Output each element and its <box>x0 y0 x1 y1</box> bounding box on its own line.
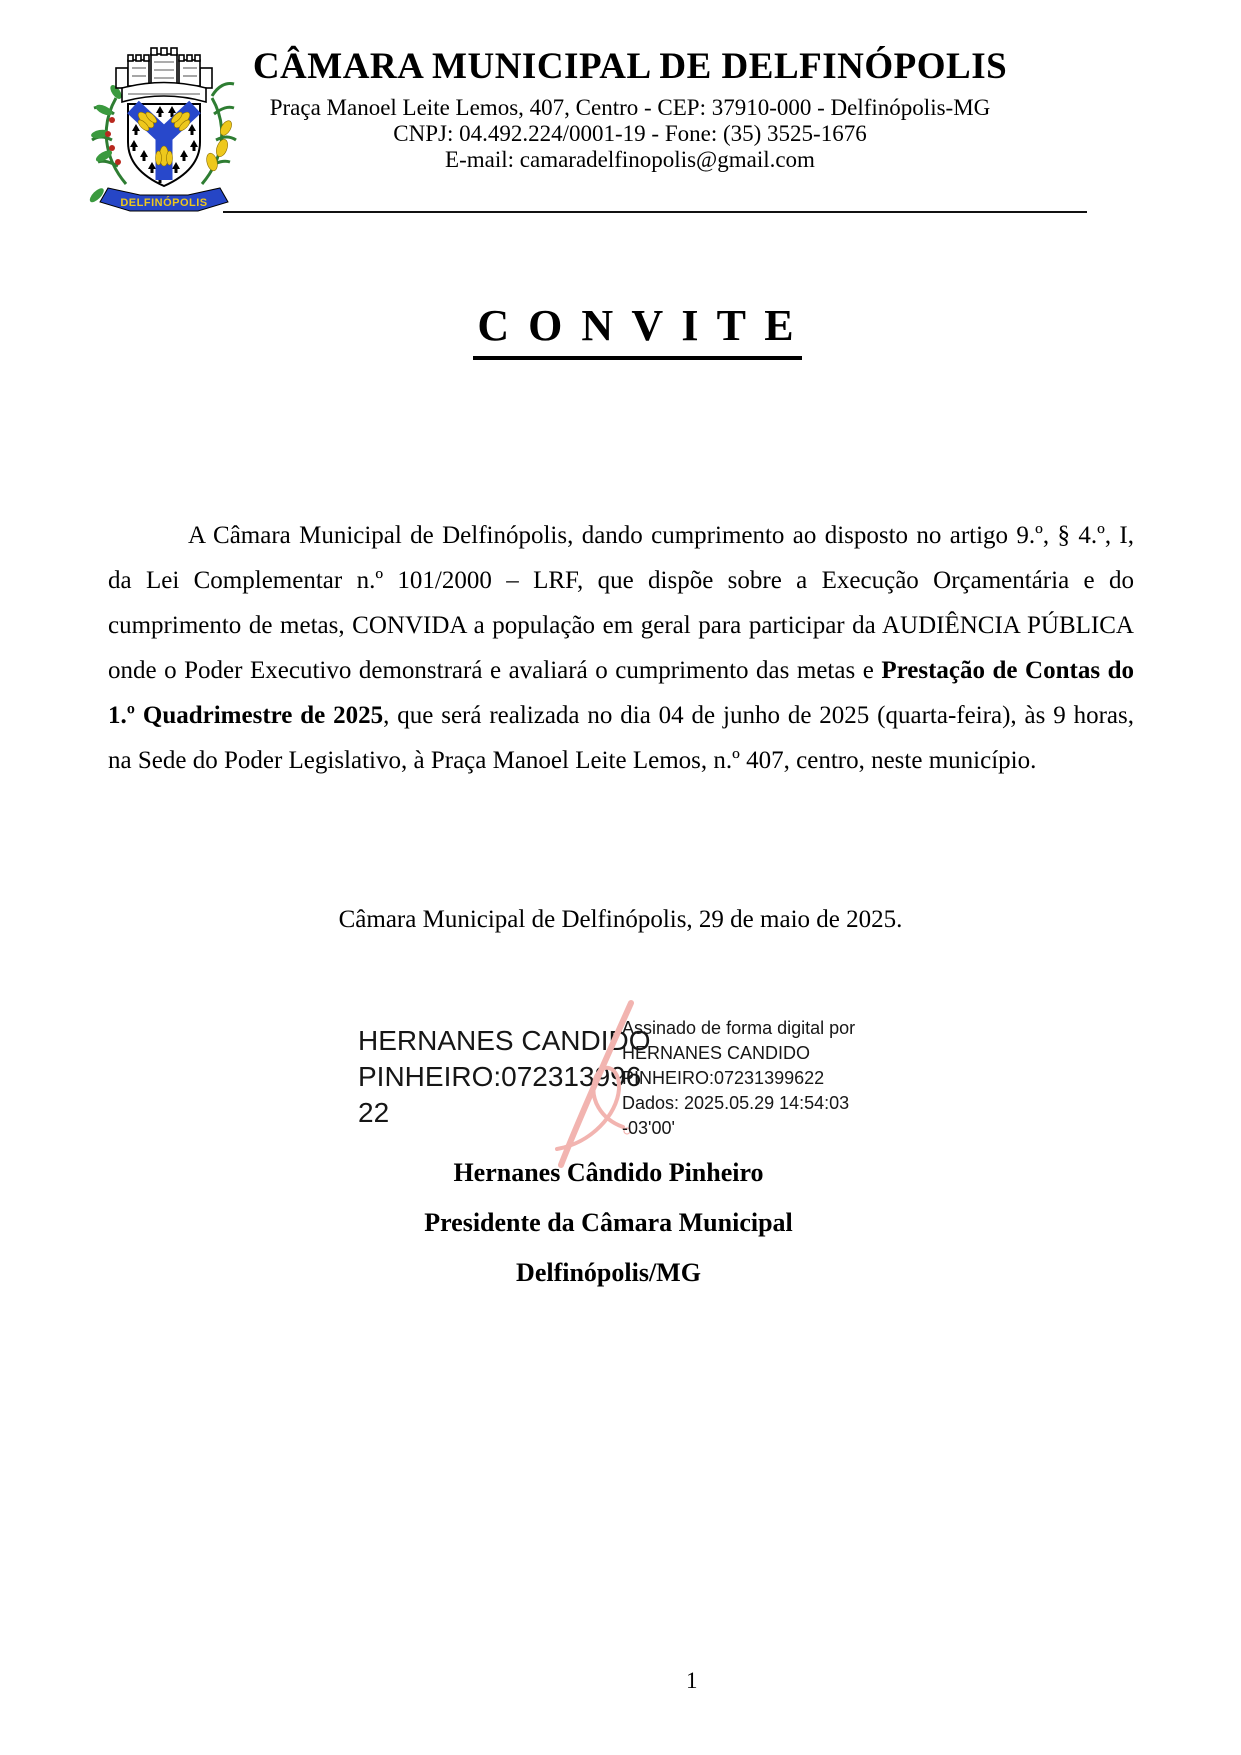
ribbon-banner <box>100 188 228 211</box>
org-email: E-mail: camaradelfinopolis@gmail.com <box>445 147 815 172</box>
digital-signature-name-line: PINHEIRO:072313996 <box>358 1061 642 1092</box>
paragraph-text-end: , que será realizada no dia 04 de junho de 2025 (quarta-feira), às 9 horas, na Sede do Poder Legislativo, à Praça Manoel Leite Lemos, n.º 407, centro, neste município. <box>108 702 1134 774</box>
digital-signature-name-line: HERNANES CANDIDO <box>358 1025 651 1056</box>
digital-signature-detail-line: -03'00' <box>622 1118 675 1138</box>
org-name: CÂMARA MUNICIPAL DE DELFINÓPOLIS <box>252 46 1008 87</box>
org-cnpj-phone: CNPJ: 04.492.224/0001-19 - Fone: (35) 3525-1676 <box>393 121 867 146</box>
title-row <box>17 300 1241 360</box>
ribbon-text: DELFINÓPOLIS <box>120 197 208 209</box>
digital-signature-detail-line: PINHEIRO:07231399622 <box>622 1068 825 1088</box>
signer-title: Presidente da Câmara Municipal <box>424 1208 793 1237</box>
page-title: C O N V I T E <box>473 300 801 360</box>
signer-name: Hernanes Cândido Pinheiro <box>453 1158 764 1187</box>
letterhead <box>130 48 1130 173</box>
page-number: 1 <box>686 1668 698 1693</box>
org-address: Praça Manoel Leite Lemos, 407, Centro - CEP: 37910-000 - Delfinópolis-MG <box>269 95 991 120</box>
digital-signature-details <box>622 1016 902 1141</box>
signer-city-state: Delfinópolis/MG <box>516 1258 701 1287</box>
body-paragraph <box>108 513 1134 783</box>
digital-signature-detail-line: Assinado de forma digital por <box>622 1018 856 1038</box>
paragraph-bold-text: Prestação de Contas do 1.º Quadrimestre de 2025 <box>108 657 1134 729</box>
dateline: Câmara Municipal de Delfinópolis, 29 de maio de 2025. <box>338 906 903 933</box>
digital-signature-detail-line: Dados: 2025.05.29 14:54:03 <box>622 1093 850 1113</box>
header-divider <box>223 211 1087 213</box>
signer-block <box>0 1148 1229 1298</box>
digital-signature-name-line: 22 <box>358 1097 390 1128</box>
paragraph-text: A Câmara Municipal de Delfinópolis, dando cumprimento ao disposto no artigo 9.º, § 4.º, I, da Lei Complementar n.º 101/2000 – LRF, que dispõe sobre a Execução Orçamentária e do cumprimento de metas, CONVIDA a população em geral para participar da AUDIÊNCIA PÚBLICA onde o Poder Executivo demonstrará e avaliará o cumprimento das metas e <box>108 522 1134 684</box>
digital-signature-detail-line: HERNANES CANDIDO <box>622 1043 811 1063</box>
